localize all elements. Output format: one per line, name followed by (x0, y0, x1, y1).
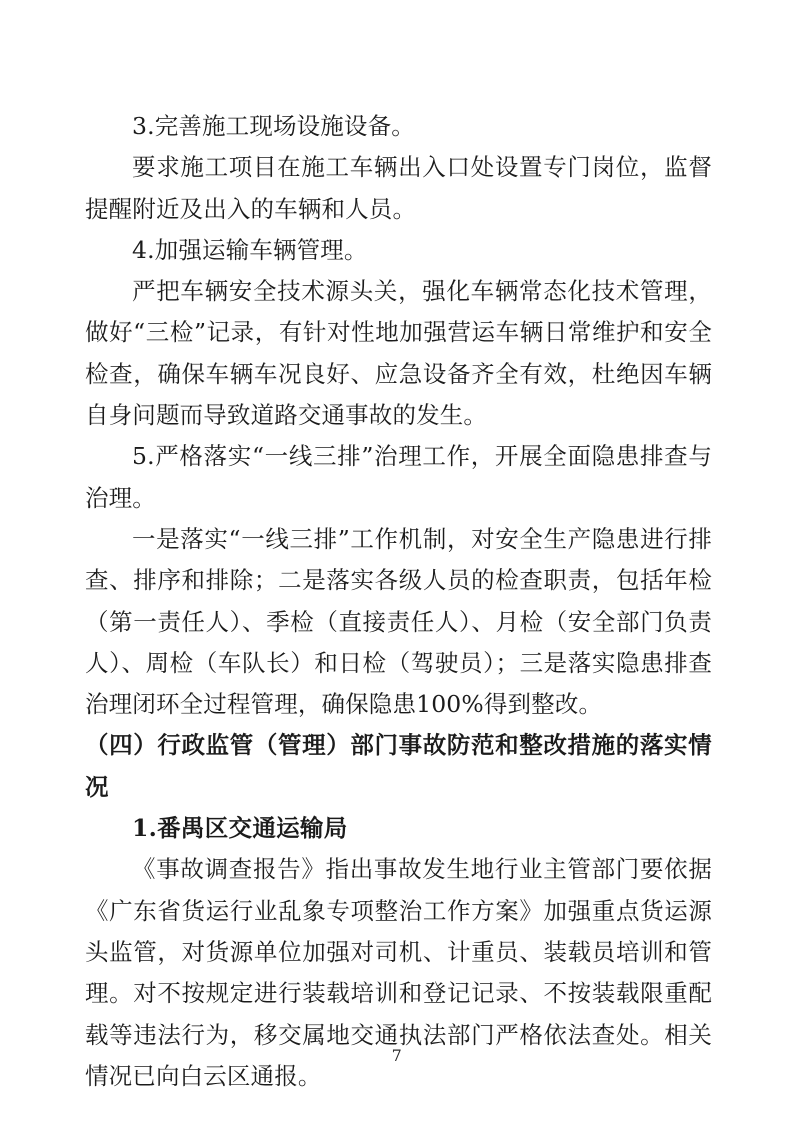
paragraph-subsection-1-body: 《事故调查报告》指出事故发生地行业主管部门要依据《广东省货运行业乱象专项整治工作方案》加强重点货运源头监管，对货源单位加强对司机、计重员、装载员培训和管理。对不按规定进行装载培训和登记记录、不按装载限重配载等违法行为，移交属地交通执法部门严格依法查处。相关情况已向白云区通报。 (85, 855, 712, 1090)
paragraph-item-3-title: 3.完善施工现场设施设备。 (132, 112, 415, 140)
paragraph-item-4-body: 严把车辆安全技术源头关，强化车辆常态化技术管理，做好“三检”记录，有针对性地加强营运车辆日常维护和安全检查，确保车辆车况良好、应急设备齐全有效，杜绝因车辆自身问题而导致道路交通事故的发生。 (85, 277, 712, 430)
page-number: 7 (391, 1046, 403, 1065)
paragraph-item-5-title: 5.严格落实“一线三排”治理工作，开展全面隐患排查与治理。 (85, 442, 712, 512)
paragraph-item-5-body: 一是落实“一线三排”工作机制，对安全生产隐患进行排查、排序和排除；二是落实各级人员的检查职责，包括年检（第一责任人）、季检（直接责任人）、月检（安全部门负责人）、周检（车队长）和日检（驾驶员）；三是落实隐患排查治理闭环全过程管理，确保隐患100%得到整改。 (85, 524, 712, 719)
section-heading-four: （四）行政监管（管理）部门事故防范和整改措施的落实情况 (85, 731, 712, 801)
document-body (85, 106, 712, 1097)
paragraph-item-3-body: 要求施工项目在施工车辆出入口处设置专门岗位，监督提醒附近及出入的车辆和人员。 (85, 153, 712, 223)
paragraph-item-4-title: 4.加强运输车辆管理。 (132, 235, 368, 264)
subsection-heading-panyu-transport-bureau: 1.番禺区交通运输局 (132, 814, 348, 843)
